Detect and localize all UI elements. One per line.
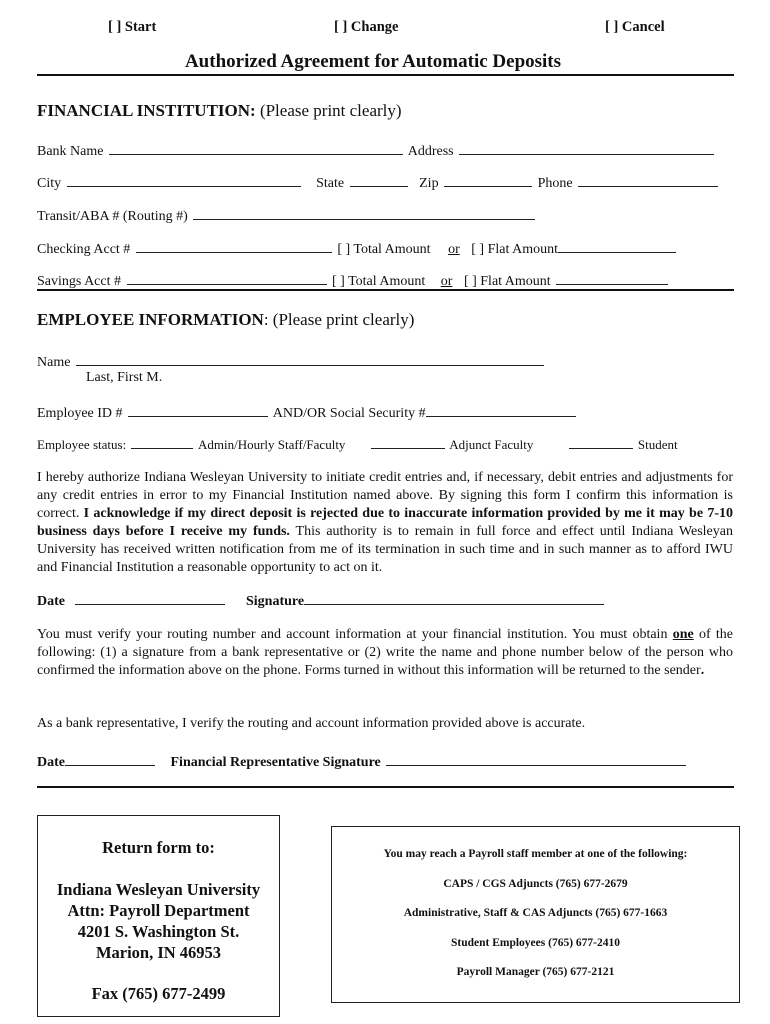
return-address-line-4: Marion, IN 46953: [95, 943, 222, 962]
title-rule: [37, 74, 734, 76]
employee-date-field[interactable]: [75, 591, 225, 605]
return-fax: Fax (765) 677-2499: [91, 984, 226, 1003]
checking-field[interactable]: [136, 239, 332, 253]
verify-period: .: [700, 663, 705, 678]
rep-signature-field[interactable]: [386, 752, 686, 766]
bank-name-label: Bank Name: [37, 144, 104, 159]
return-form-box: [37, 815, 280, 1017]
city-label: City: [37, 176, 62, 191]
verify-text-1: You must verify your routing number and account information at your financial institution. You must obtain: [37, 627, 673, 642]
change-option[interactable]: [ ] Change: [334, 19, 399, 35]
bank-rep-statement: As a bank representative, I verify the routing and account information provided above is accurate.: [37, 716, 586, 731]
status-adjunct-field[interactable]: [371, 437, 445, 449]
contact-payroll-manager: Payroll Manager (765) 677-2121: [456, 966, 615, 978]
rep-date-field[interactable]: [65, 752, 155, 766]
employee-signature-label: Signature: [246, 594, 305, 609]
zip-field[interactable]: [444, 173, 532, 187]
city-row: [37, 173, 720, 192]
status-student-field[interactable]: [569, 437, 633, 449]
rep-signature-row: [37, 752, 688, 771]
authorization-bold-text: I acknowledge if my direct deposit is rejected due to inaccurate information provided by me it may be 7-10 business days before I receive my funds.: [37, 506, 733, 539]
address-field[interactable]: [459, 141, 714, 155]
financial-rule: [37, 289, 734, 291]
contact-administrative: Administrative, Staff & CAS Adjuncts (765) 677-1663: [403, 907, 668, 919]
employee-heading-note: : (Please print clearly): [263, 310, 415, 329]
return-address-line-1: Indiana Wesleyan University: [56, 880, 261, 899]
status-admin-field[interactable]: [131, 437, 193, 449]
form-title: Authorized Agreement for Automatic Deposits: [184, 51, 562, 72]
savings-or: or: [440, 274, 453, 289]
checking-row: [37, 239, 678, 258]
rep-signature-label: Financial Representative Signature: [170, 755, 381, 770]
authorization-text-1: I hereby authorize Indiana Wesleyan University to initiate credit entries and, if necessary, debit entries and adjustments for any credit entries in error to my Financial Institution named above. By signing this form I confirm this information is correct.: [37, 470, 733, 521]
transit-row: [37, 206, 537, 225]
checking-label: Checking Acct #: [37, 242, 131, 257]
status-student-label: Student: [637, 437, 678, 452]
employee-signature-field[interactable]: [304, 591, 604, 605]
employee-section-heading: [37, 310, 414, 330]
employee-id-field[interactable]: [128, 403, 268, 417]
name-hint: Last, First M.: [86, 370, 163, 385]
checking-flat-amount-option[interactable]: [ ] Flat Amount: [471, 242, 558, 257]
bank-name-row: [37, 141, 716, 160]
savings-field[interactable]: [127, 271, 327, 285]
verify-paragraph: [37, 626, 733, 680]
rep-date-label: Date: [37, 755, 65, 770]
employee-id-label: Employee ID #: [37, 406, 123, 421]
contact-student-employees: Student Employees (765) 677-2410: [451, 937, 620, 949]
payroll-contact-box: [331, 826, 740, 1003]
return-address-line-2: Attn: Payroll Department: [67, 901, 250, 920]
employee-status-row: [37, 437, 678, 453]
transit-field[interactable]: [193, 206, 535, 220]
contact-heading: You may reach a Payroll staff member at one of the following:: [383, 848, 688, 860]
and-or-ssn-label: AND/OR Social Security #: [272, 406, 426, 421]
status-adjunct-label: Adjunct Faculty: [449, 437, 534, 452]
start-option[interactable]: [ ] Start: [108, 19, 157, 35]
employee-id-row: [37, 403, 578, 422]
employee-signature-row: [37, 591, 606, 610]
checking-or: or: [448, 242, 460, 257]
savings-total-amount-option[interactable]: [ ] Total Amount: [332, 274, 426, 289]
savings-flat-amount-option[interactable]: [ ] Flat Amount: [463, 274, 551, 289]
status-admin-label: Admin/Hourly Staff/Faculty: [197, 437, 346, 452]
checking-total-amount-option[interactable]: [ ] Total Amount: [337, 242, 431, 257]
employee-heading: EMPLOYEE INFORMATION: [37, 310, 264, 329]
financial-heading: FINANCIAL INSTITUTION:: [37, 101, 256, 120]
verify-one-emphasis: one: [672, 627, 694, 642]
return-address: [38, 879, 279, 963]
name-row: [37, 352, 546, 371]
financial-section-heading: [37, 101, 402, 121]
state-field[interactable]: [350, 173, 408, 187]
ssn-field[interactable]: [426, 403, 576, 417]
phone-label: Phone: [537, 176, 573, 191]
zip-label: Zip: [419, 176, 439, 191]
name-label: Name: [37, 355, 71, 370]
authorization-paragraph: [37, 469, 733, 577]
employee-date-label: Date: [37, 594, 65, 609]
return-form-heading: Return form to:: [102, 838, 215, 857]
savings-flat-amount-field[interactable]: [556, 271, 668, 285]
verify-text-2: of the following: (1) a signature from a bank representative or (2) write the name and phone number below of the person who confirmed the information above on the phone. Forms turned in without this information will be returned to the sender: [37, 627, 734, 678]
bank-name-field[interactable]: [109, 141, 403, 155]
financial-heading-note: (Please print clearly): [259, 101, 402, 120]
checking-flat-amount-field[interactable]: [558, 239, 676, 253]
return-address-line-3: 4201 S. Washington St.: [77, 922, 240, 941]
authorization-text-2: This authority is to remain in full force and effect until Indiana Wesleyan University has received written notification from me of its termination in such time and in such manner as to afford IWU and Financial Institution a reasonable opportunity to act on it.: [37, 524, 733, 575]
savings-label: Savings Acct #: [37, 274, 121, 289]
contact-caps-cgs: CAPS / CGS Adjuncts (765) 677-2679: [443, 878, 628, 890]
transit-label: Transit/ABA # (Routing #): [37, 209, 188, 224]
cancel-option[interactable]: [ ] Cancel: [605, 19, 665, 35]
phone-field[interactable]: [578, 173, 718, 187]
name-field[interactable]: [76, 352, 544, 366]
employee-status-label: Employee status:: [37, 437, 127, 452]
city-field[interactable]: [67, 173, 301, 187]
state-label: State: [316, 176, 345, 191]
savings-row: [37, 271, 670, 290]
bottom-rule: [37, 786, 734, 788]
address-label: Address: [407, 144, 454, 159]
